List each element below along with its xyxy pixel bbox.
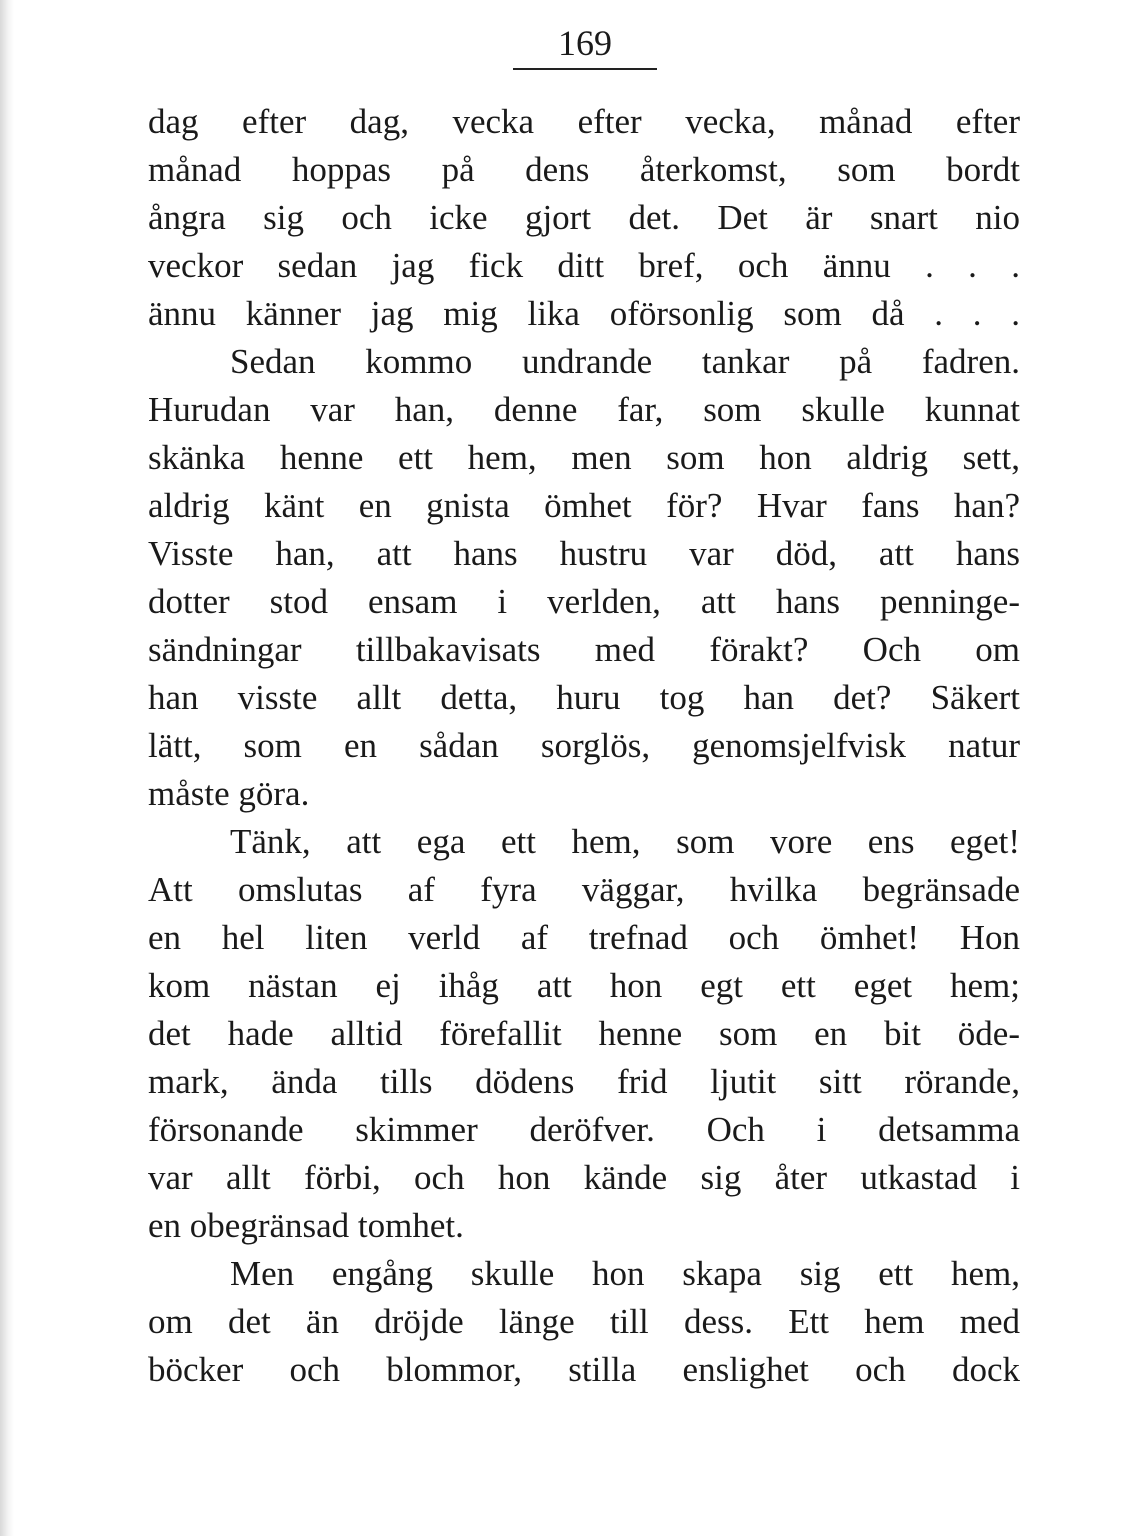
text-line: han visste allt detta, huru tog han det? Säkert [148,678,1020,717]
text-line: Att omslutas af fyra väggar, hvilka begränsade [148,870,1020,909]
text-line: ännu känner jag mig lika oförsonlig som då . . . [148,294,1020,333]
page-number: 169 [558,23,612,63]
text-line: kom nästan ej ihåg att hon egt ett eget hem; [148,966,1020,1005]
page-body-text [148,98,1020,1394]
paragraph-start-line: Sedan kommo undrande tankar på fadren. [230,342,1020,381]
text-line: böcker och blommor, stilla enslighet och dock [148,1350,1020,1389]
text-line: skänka henne ett hem, men som hon aldrig sett, [148,438,1020,477]
text-line: dag efter dag, vecka efter vecka, månad efter [148,102,1020,141]
text-line: om det än dröjde länge till dess. Ett hem med [148,1302,1020,1341]
text-line: var allt förbi, och hon kände sig åter utkastad i [148,1158,1020,1197]
text-line: aldrig känt en gnista ömhet för? Hvar fans han? [148,486,1020,525]
paragraph-start-line: Men engång skulle hon skapa sig ett hem, [230,1254,1020,1293]
text-line: det hade alltid förefallit henne som en bit öde- [148,1014,1020,1053]
text-line: veckor sedan jag fick ditt bref, och ännu . . . [148,246,1020,285]
text-line: sändningar tillbakavisats med förakt? Och om [148,630,1020,669]
text-line: Hurudan var han, denne far, som skulle kunnat [148,390,1020,429]
paragraph-start-line: Tänk, att ega ett hem, som vore ens eget! [230,822,1020,861]
paragraph-end-line: måste göra. [148,774,310,813]
text-line: lätt, som en sådan sorglös, genomsjelfvisk natur [148,726,1020,765]
text-line: månad hoppas på dens återkomst, som bordt [148,150,1020,189]
scan-edge-shadow [0,0,14,1536]
text-line: ångra sig och icke gjort det. Det är snart nio [148,198,1020,237]
text-line: dotter stod ensam i verlden, att hans penninge- [148,582,1020,621]
text-line: mark, ända tills dödens frid ljutit sitt rörande, [148,1062,1020,1101]
page-number-rule [513,68,657,70]
text-line: försonande skimmer deröfver. Och i detsamma [148,1110,1020,1149]
text-line: en hel liten verld af trefnad och ömhet! Hon [148,918,1020,957]
text-line: Visste han, att hans hustru var död, att hans [148,534,1020,573]
paragraph-end-line: en obegränsad tomhet. [148,1206,464,1245]
